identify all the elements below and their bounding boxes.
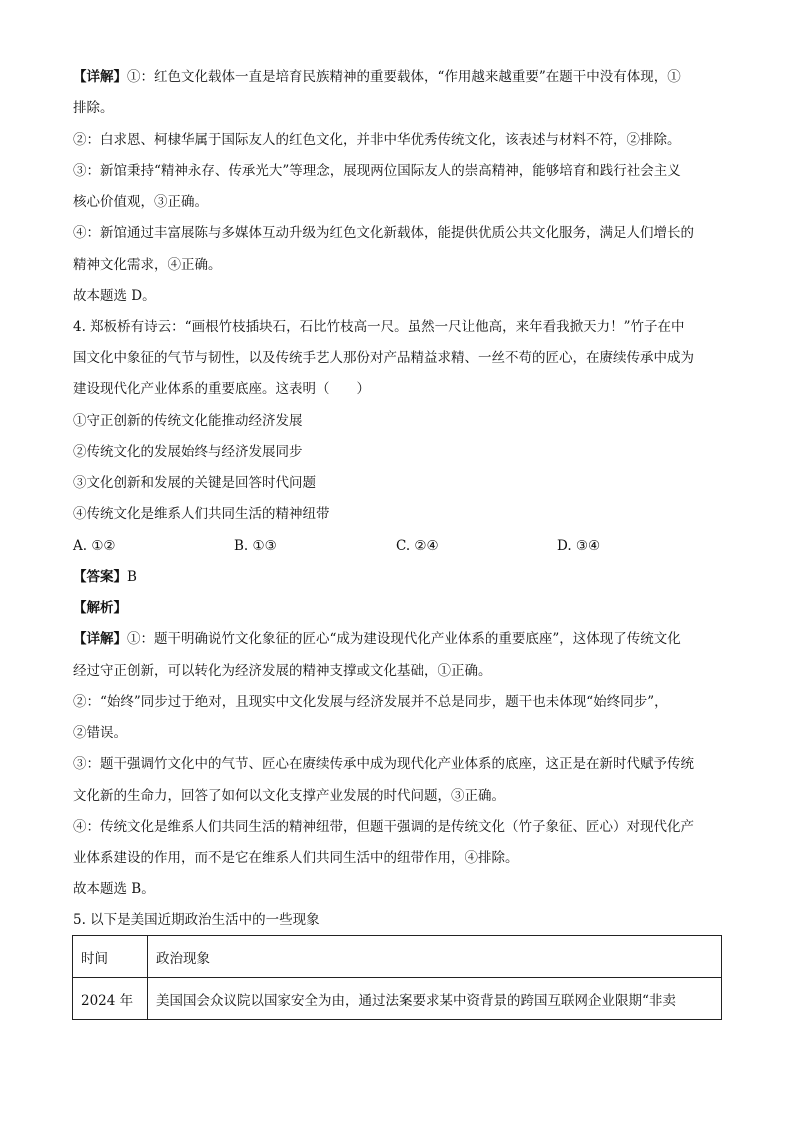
q4-detail-text-1: ①：题干明确说竹文化象征的匠心“成为建设现代化产业体系的重要底座”，这体现了传统文化 [127, 631, 681, 647]
q4-option-b: B. ①③ [234, 538, 277, 554]
table-cell: 美国国会众议院以国家安全为由，通过法案要求某中资背景的跨国互联网企业限期“非卖 [148, 978, 722, 1020]
table-header-cell: 政治现象 [148, 936, 722, 978]
q4-conclusion: 故本题选 B。 [73, 881, 155, 897]
q3-detail-line-3: ②：白求恩、柯棣华属于国际友人的红色文化，并非中华优秀传统文化，该表述与材料不符，②排除。 [73, 132, 681, 148]
q4-detail-line-2: 经过守正创新，可以转化为经济发展的精神支撑或文化基础，①正确。 [73, 663, 492, 679]
q4-stem-line-2: 国文化中象征的气节与韧性，以及传统手艺人那份对产品精益求精、一丝不苟的匠心，在赓续传承中成为 [73, 350, 694, 366]
q3-detail-line-6: ④：新馆通过丰富展陈与多媒体互动升级为红色文化新载体，能提供优质公共文化服务，满足人们增长的 [73, 225, 694, 241]
q4-statement-1: ①守正创新的传统文化能推动经济发展 [73, 413, 303, 429]
q4-option-c: C. ②④ [396, 538, 439, 554]
q4-detail-line-1 [73, 630, 681, 648]
q5-table [72, 935, 722, 1020]
q4-stem-line-3: 建设现代化产业体系的重要底座。这表明（ ） [73, 381, 370, 397]
q4-detail-line-4: ②错误。 [73, 725, 127, 741]
q4-detail-line-6: 文化新的生命力，回答了如何以文化支撑产业发展的时代问题，③正确。 [73, 788, 505, 804]
q3-conclusion: 故本题选 D。 [73, 288, 156, 304]
q3-detail-line-2: 排除。 [73, 100, 114, 116]
q3-detail-line-4: ③：新馆秉持“精神永存、传承光大”等理念，展现两位国际友人的崇高精神，能够培育和践行社会主义 [73, 163, 681, 179]
q4-answer [73, 568, 137, 586]
q4-statement-2: ②传统文化的发展始终与经济发展同步 [73, 444, 303, 460]
q5-stem: 5. 以下是美国近期政治生活中的一些现象 [73, 912, 320, 928]
q4-statement-4: ④传统文化是维系人们共同生活的精神纽带 [73, 506, 330, 522]
answer-label: 【答案】 [73, 569, 127, 585]
table-header-row [73, 936, 722, 978]
detail-label: 【详解】 [73, 69, 127, 85]
q3-detail-text-1: ①：红色文化载体一直是培育民族精神的重要载体，“作用越来越重要”在题干中没有体现，① [127, 69, 681, 85]
q4-option-d: D. ③④ [557, 538, 601, 554]
q4-detail-line-8: 业体系建设的作用，而不是它在维系人们共同生活中的纽带作用，④排除。 [73, 850, 519, 866]
table-cell: 2024 年 [73, 978, 148, 1020]
table-row [73, 978, 722, 1020]
table-header-cell: 时间 [73, 936, 148, 978]
q3-detail-line-7: 精神文化需求，④正确。 [73, 257, 222, 273]
q4-detail-line-3: ②：“始终”同步过于绝对，且现实中文化发展与经济发展并不总是同步，题干也未体现“始终同步”， [73, 694, 668, 710]
q4-stem-line-1: 4. 郑板桥有诗云：“画根竹枝插块石，石比竹枝高一尺。虽然一尺让他高，来年看我掀天力！”竹子在中 [73, 319, 685, 335]
q3-detail-line-5: 核心价值观，③正确。 [73, 194, 208, 210]
q4-option-a: A. ①② [73, 538, 116, 554]
answer-value: B [127, 569, 137, 585]
q4-detail-line-7: ④：传统文化是维系人们共同生活的精神纽带，但题干强调的是传统文化（竹子象征、匠心）对现代化产 [73, 819, 694, 835]
q4-detail-line-5: ③：题干强调竹文化中的气节、匠心在赓续传承中成为现代化产业体系的底座，这正是在新时代赋予传统 [73, 756, 694, 772]
detail-label: 【详解】 [73, 631, 127, 647]
q3-detail-line-1 [73, 68, 681, 86]
q4-statement-3: ③文化创新和发展的关键是回答时代问题 [73, 475, 316, 491]
q4-analysis-label: 【解析】 [73, 600, 127, 616]
